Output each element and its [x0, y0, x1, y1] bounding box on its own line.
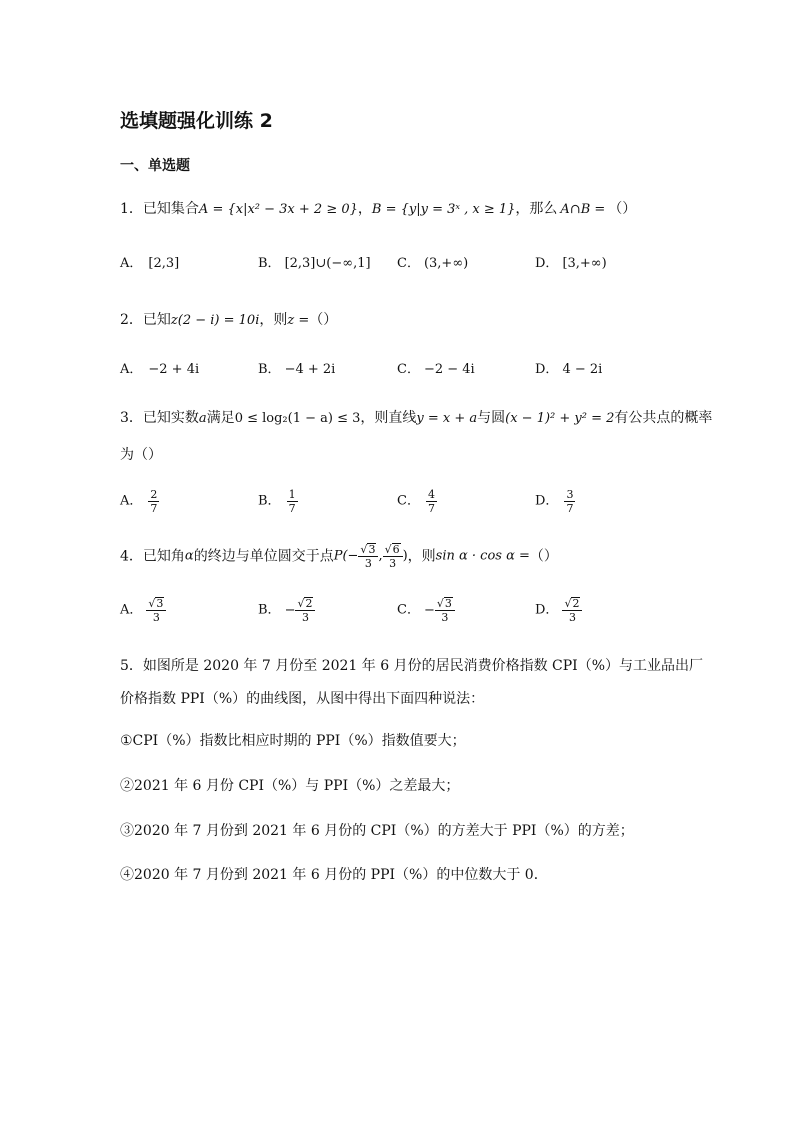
q4-point-label: P(− — [333, 548, 359, 564]
q4-text-2: ，则 — [407, 548, 436, 565]
q5-statement-1: ①CPI（%）指数比相应时期的 PPI（%）指数值要大； — [120, 733, 466, 749]
q1-comma: ， — [357, 201, 372, 217]
q2-option-c[interactable]: C． −2 − 4i — [397, 362, 475, 377]
q2-mid: ，则 — [259, 312, 288, 328]
q4-text-1: 的终边与单位圆交于点 — [193, 548, 334, 565]
q3-text-4: 有公共点的概率 — [614, 410, 713, 426]
q1-set-b: B = {y|y = 3ˣ , x ≥ 1} — [371, 202, 516, 217]
q1-set-a: A = {x|x² − 3x + 2 ≥ 0} — [198, 202, 358, 217]
q4-option-d[interactable]: D． $\frac{√2}{3}$ — [535, 597, 582, 624]
q2-expression: z(2 − i) = 10i — [170, 313, 260, 328]
q5-statement-2: ②2021 年 6 月份 CPI（%）与 PPI（%）之差最大； — [120, 778, 460, 794]
q4-alpha: α — [184, 548, 194, 564]
question-2 — [120, 310, 337, 331]
q1-option-d[interactable]: D． [3,+∞) — [535, 256, 607, 271]
q3-line-2: 为（） — [120, 447, 162, 463]
q1-option-c[interactable]: C． (3,+∞) — [397, 256, 469, 271]
q3-text-1: 满足 — [206, 410, 235, 426]
question-5-line-2: 价格指数 PPI（%）的曲线图，从图中得出下面四种说法： — [120, 691, 485, 707]
q1-option-a[interactable]: A． [2,3] — [120, 256, 180, 271]
q4-option-a[interactable]: A． $\frac{√3}{3}$ — [120, 597, 166, 624]
q2-z: z = — [287, 313, 310, 328]
q2-option-d[interactable]: D． 4 − 2i — [535, 362, 603, 377]
question-4: 4．已知角α的终边与单位圆交于点P(− $\frac{√3}{3}$ , $\frac{√6}{3}$ )，则sin α · cos α =（） — [120, 543, 558, 570]
q3-option-d[interactable]: D． $\frac{3}{7}$ — [535, 488, 574, 515]
q3-text-2: ，则直线 — [360, 410, 417, 426]
q4-frac-2: $\frac{√6}{3}$ — [383, 543, 403, 570]
q1-option-b[interactable]: B． [2,3]∪(−∞,1] — [258, 256, 371, 271]
q3-option-c[interactable]: C． $\frac{4}{7}$ — [397, 488, 435, 515]
q4-frac-1: $\frac{√3}{3}$ — [358, 543, 378, 570]
q1-expression: A∩B = — [560, 202, 606, 217]
q2-prefix: 2．已知 — [120, 312, 171, 328]
q2-option-b[interactable]: B． −4 + 2i — [258, 362, 336, 377]
q3-circle: (x − 1)² + y² = 2 — [505, 411, 615, 426]
q1-suffix: （） — [608, 201, 637, 217]
q4-prefix: 4．已知角 — [120, 548, 185, 565]
q3-condition: 0 ≤ log₂(1 − a) ≤ 3 — [234, 411, 361, 426]
q3-variable-a: a — [198, 411, 207, 426]
q3-text-3: 与圆 — [477, 410, 506, 426]
page-title: 选填题强化训练 2 — [120, 110, 273, 132]
question-1 — [120, 199, 636, 220]
q4-option-c[interactable]: C． − $\frac{√3}{3}$ — [397, 597, 455, 624]
q1-mid: ，那么 — [515, 201, 558, 217]
q4-expression: sin α · cos α = — [435, 548, 530, 564]
q2-option-a[interactable]: A． −2 + 4i — [120, 362, 200, 377]
q3-option-a[interactable]: A． $\frac{2}{7}$ — [120, 488, 158, 515]
q3-line: y = x + a — [416, 411, 478, 426]
q3-option-b[interactable]: B． $\frac{1}{7}$ — [258, 488, 296, 515]
q1-prefix: 1．已知集合 — [120, 201, 199, 217]
question-3 — [120, 408, 712, 429]
q3-prefix: 3．已知实数 — [120, 410, 199, 426]
q4-suffix: （） — [529, 548, 558, 565]
q5-statement-4: ④2020 年 7 月份到 2021 年 6 月份的 PPI（%）的中位数大于 0． — [120, 867, 548, 883]
q5-statement-3: ③2020 年 7 月份到 2021 年 6 月份的 CPI（%）的方差大于 PPI（%）的方差； — [120, 823, 634, 839]
question-5-line-1: 5．如图所是 2020 年 7 月份至 2021 年 6 月份的居民消费价格指数 CPI（%）与工业品出厂 — [120, 658, 703, 674]
section-heading: 一、单选题 — [120, 158, 190, 174]
q2-suffix: （） — [309, 312, 338, 328]
q4-option-b[interactable]: B． − $\frac{√2}{3}$ — [258, 597, 315, 624]
